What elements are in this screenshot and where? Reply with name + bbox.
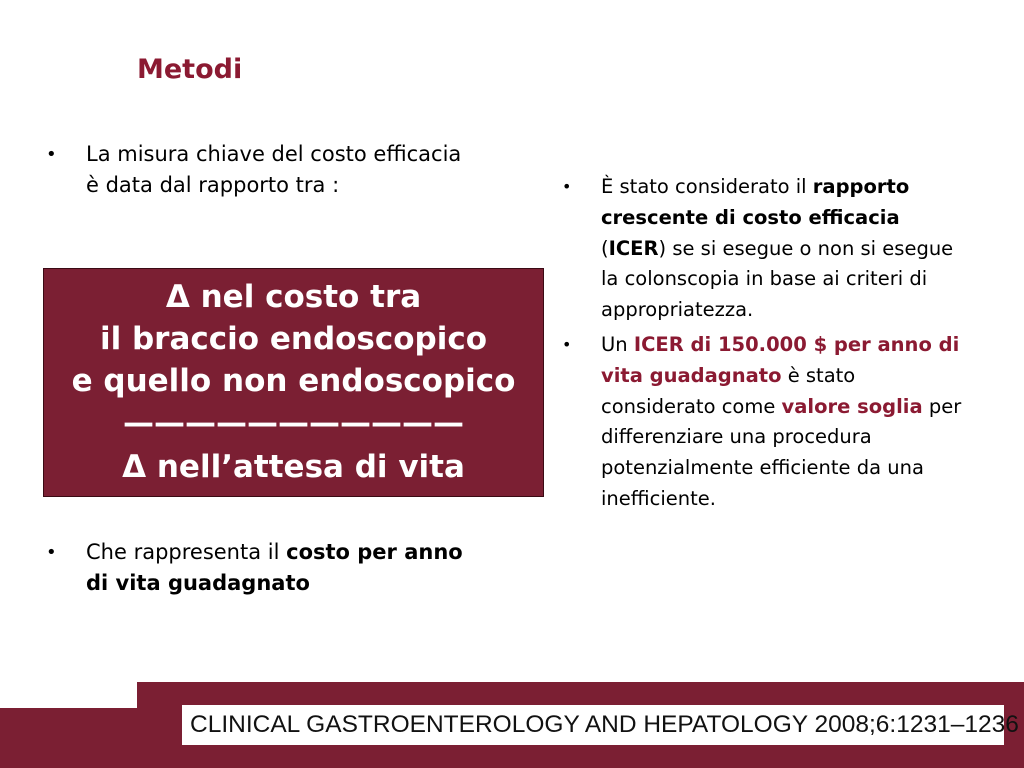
threshold-text <box>601 330 962 515</box>
highlight-run: valore soglia <box>781 394 923 418</box>
bullet-marker: • <box>562 334 572 354</box>
highlight-run: ICER di 150.000 $ per anno di vita guadagnato <box>601 332 960 387</box>
formula-numerator-line-2: il braccio endoscopico <box>99 321 488 357</box>
conclusion-text <box>86 537 486 599</box>
slide-title: Metodi <box>137 54 243 85</box>
bullet-marker: • <box>46 542 57 563</box>
bullet-marker: • <box>562 177 572 196</box>
text-run: ) se si esegue o non si esegue la colonscopia in base ai criteri di appropriatezza. <box>601 236 954 322</box>
conclusion-bold: costo per anno di vita guadagnato <box>86 540 463 595</box>
citation-text: CLINICAL GASTROENTEROLOGY AND HEPATOLOGY 2008;6:1231–1236 <box>190 711 1019 738</box>
intro-text: La misura chiave del costo efficacia è data dal rapporto tra : <box>86 142 462 197</box>
bold-run: ICER <box>608 236 659 260</box>
formula-numerator-line-3: e quello non endoscopico <box>71 363 516 399</box>
text-run: per differenziare una procedura potenzialmente efficiente da una inefficiente. <box>601 394 962 510</box>
left-bullet-intro <box>46 139 476 201</box>
text-run: è stato considerato come <box>601 363 856 418</box>
citation-box <box>182 705 1019 745</box>
text-run: Un <box>601 332 634 356</box>
text-run: ( <box>601 236 609 260</box>
right-bullet-threshold <box>562 330 962 515</box>
formula-box <box>43 268 544 497</box>
right-column <box>562 172 962 519</box>
formula-denominator: Δ nell’attesa di vita <box>122 449 465 485</box>
bold-run: rapporto crescente di costo efficacia <box>601 175 910 229</box>
text-run: È stato considerato il <box>601 175 813 198</box>
conclusion-prefix: Che rappresenta il <box>86 540 287 564</box>
bullet-marker: • <box>46 144 57 165</box>
left-bullet-conclusion <box>46 537 486 599</box>
formula-fraction-divider: ——————————— <box>123 405 464 441</box>
icer-definition-text <box>601 172 962 326</box>
formula-numerator-line-1: Δ nel costo tra <box>165 279 422 315</box>
right-bullet-icer-definition <box>562 172 962 326</box>
